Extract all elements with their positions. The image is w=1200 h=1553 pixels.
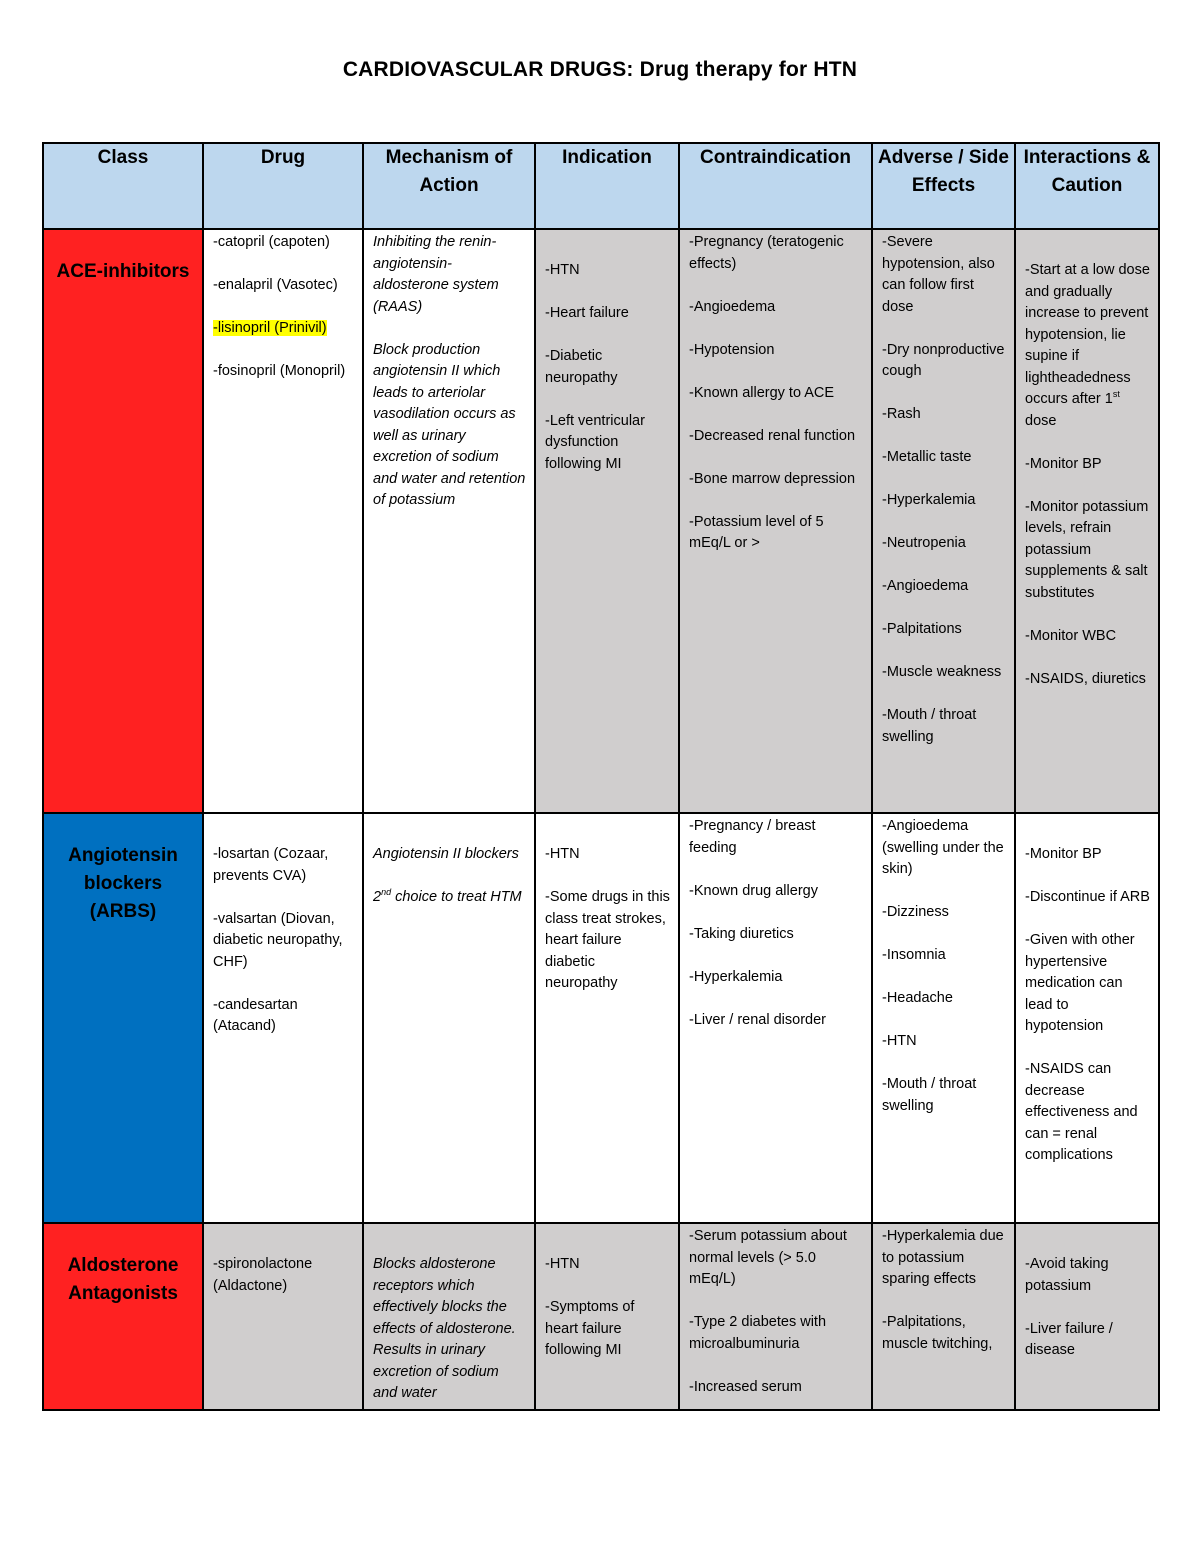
contraindication-item: -Known allergy to ACE — [689, 384, 835, 401]
table-row-aldosterone — [43, 1223, 1159, 1410]
adverse-item: -Insomnia — [882, 947, 946, 963]
drug-item: -catopril (capoten) — [213, 234, 330, 250]
adverse-item: -Severe hypotension, also can follow first dose — [882, 234, 995, 315]
header-row — [43, 143, 1159, 229]
contraindication-cell — [679, 1223, 872, 1410]
drug-item: -losartan (Cozaar, prevents CVA) — [213, 846, 329, 884]
contraindication-item: -Hypotension — [689, 341, 775, 358]
interaction-item: -Monitor BP — [1025, 846, 1102, 862]
interaction-item: -NSAIDS, diuretics — [1025, 670, 1146, 687]
drug-table — [42, 142, 1160, 1411]
adverse-item: -HTN — [882, 1033, 917, 1049]
contraindication-item: -Bone marrow depression — [689, 470, 856, 487]
mechanism-cell — [363, 813, 535, 1223]
indication-item: -Heart failure — [545, 305, 629, 321]
interaction-item: -Avoid taking potassium — [1025, 1256, 1109, 1294]
indication-item: -Diabetic neuropathy — [545, 348, 618, 386]
table-row-arb — [43, 813, 1159, 1223]
adverse-cell — [872, 813, 1015, 1223]
interaction-item: -Discontinue if ARB — [1025, 889, 1150, 905]
page-title: CARDIOVASCULAR DRUGS: Drug therapy for HTN — [342, 58, 858, 81]
mechanism-cell — [363, 229, 535, 813]
header-indication: Indication — [535, 143, 679, 229]
adverse-item: -Angioedema — [882, 578, 969, 594]
mechanism-text: Inhibiting the renin-angiotensin-aldosterone system (RAAS) — [373, 234, 499, 315]
adverse-item: -Hyperkalemia due to potassium sparing effects — [882, 1228, 1004, 1287]
mechanism-text: Angiotensin II blockers — [373, 846, 519, 862]
indication-cell — [535, 813, 679, 1223]
adverse-item: -Muscle weakness — [882, 664, 1002, 680]
indication-item: -HTN — [545, 1256, 580, 1272]
indication-cell — [535, 1223, 679, 1410]
contraindication-item: -Decreased renal function — [689, 427, 856, 444]
adverse-item: -Metallic taste — [882, 449, 972, 465]
interaction-item: -Monitor potassium levels, refrain potassium supplements & salt substitutes — [1025, 498, 1149, 601]
drug-cell — [203, 1223, 363, 1410]
indication-cell — [535, 229, 679, 813]
drug-item: -fosinopril (Monopril) — [213, 363, 346, 379]
interaction-item: -Liver failure / disease — [1025, 1320, 1113, 1358]
contraindication-item: -Liver / renal disorder — [689, 1011, 826, 1028]
contraindication-item: -Taking diuretics — [689, 925, 794, 942]
indication-item: -Left ventricular dysfunction following MI — [545, 412, 645, 472]
drug-item: -spironolactone (Aldactone) — [213, 1256, 313, 1294]
contraindication-item: -Angioedema — [689, 298, 776, 315]
adverse-item: -Rash — [882, 406, 921, 422]
header-class: Class — [43, 143, 203, 229]
contraindication-cell — [679, 229, 872, 813]
interactions-cell — [1015, 1223, 1159, 1410]
adverse-item: -Headache — [882, 990, 953, 1006]
adverse-item: -Dry nonproductive cough — [882, 341, 1005, 379]
contraindication-item: -Serum potassium about normal levels (> 5.0 mEq/L) — [689, 1228, 847, 1287]
adverse-cell — [872, 1223, 1015, 1410]
class-label: Aldosterone Antagonists — [67, 1255, 179, 1304]
adverse-cell — [872, 229, 1015, 813]
interaction-item: -NSAIDS can decrease effectiveness and can = renal complications — [1025, 1061, 1138, 1163]
mechanism-text: Blocks aldosterone receptors which effectively blocks the effects of aldosterone. Results in urinary excretion of sodium and water — [373, 1256, 516, 1401]
contraindication-cell — [679, 813, 872, 1223]
table-row-ace — [43, 229, 1159, 813]
mechanism-text: Block production angiotensin II which leads to arteriolar vasodilation occurs as well as urinary excretion of sodium and water and retention of potassium — [373, 341, 526, 508]
contraindication-item: -Hyperkalemia — [689, 968, 783, 985]
contraindication-item: -Known drug allergy — [689, 882, 818, 899]
class-cell-ace — [43, 229, 203, 813]
adverse-item: -Dizziness — [882, 904, 949, 920]
header-mechanism: Mechanism of Action — [363, 143, 535, 229]
adverse-item: -Hyperkalemia — [882, 492, 976, 508]
mechanism-text-second-choice: 2nd choice to treat HTM — [373, 887, 522, 905]
drug-cell — [203, 229, 363, 813]
adverse-item: -Palpitations, muscle twitching, — [882, 1314, 993, 1352]
drug-item: -enalapril (Vasotec) — [213, 277, 338, 293]
header-adverse: Adverse / Side Effects — [872, 143, 1015, 229]
adverse-item: -Mouth / throat swelling — [882, 707, 977, 745]
adverse-item: -Palpitations — [882, 621, 962, 637]
interactions-cell — [1015, 813, 1159, 1223]
class-label: Angiotensin blockers (ARBS) — [68, 845, 178, 922]
indication-item: -HTN — [545, 262, 580, 278]
drug-item: -valsartan (Diovan, diabetic neuropathy, CHF) — [213, 910, 343, 970]
contraindication-item: -Pregnancy (teratogenic effects) — [689, 234, 844, 272]
contraindication-item: -Pregnancy / breast feeding — [689, 818, 816, 856]
header-interactions: Interactions & Caution — [1015, 143, 1159, 229]
header-drug: Drug — [203, 143, 363, 229]
class-cell-aldosterone — [43, 1223, 203, 1410]
contraindication-item: -Increased serum — [689, 1378, 802, 1395]
interaction-item-first-dose: -Start at a low dose and gradually increase to prevent hypotension, lie supine if lightheadedness occurs after 1st dose — [1025, 262, 1150, 429]
adverse-item: -Mouth / throat swelling — [882, 1076, 977, 1114]
class-label: ACE-inhibitors — [56, 261, 190, 282]
contraindication-item: -Type 2 diabetes with microalbuminuria — [689, 1314, 827, 1352]
adverse-item: -Neutropenia — [882, 535, 966, 551]
drug-item-highlighted: -lisinopril (Prinivil) — [213, 320, 327, 336]
interaction-item: -Monitor BP — [1025, 455, 1102, 472]
header-contraindication: Contraindication — [679, 143, 872, 229]
class-cell-arb — [43, 813, 203, 1223]
interaction-item: -Monitor WBC — [1025, 627, 1117, 644]
indication-item: -Symptoms of heart failure following MI — [545, 1299, 635, 1358]
indication-item: -Some drugs in this class treat strokes, heart failure diabetic neuropathy — [545, 889, 670, 991]
indication-item: -HTN — [545, 846, 580, 862]
drug-cell — [203, 813, 363, 1223]
contraindication-item: -Potassium level of 5 mEq/L or > — [689, 513, 824, 551]
interactions-cell — [1015, 229, 1159, 813]
mechanism-cell — [363, 1223, 535, 1410]
interaction-item: -Given with other hypertensive medication can lead to hypotension — [1025, 932, 1135, 1034]
adverse-item: -Angioedema (swelling under the skin) — [882, 818, 1004, 877]
drug-item: -candesartan (Atacand) — [213, 996, 298, 1034]
